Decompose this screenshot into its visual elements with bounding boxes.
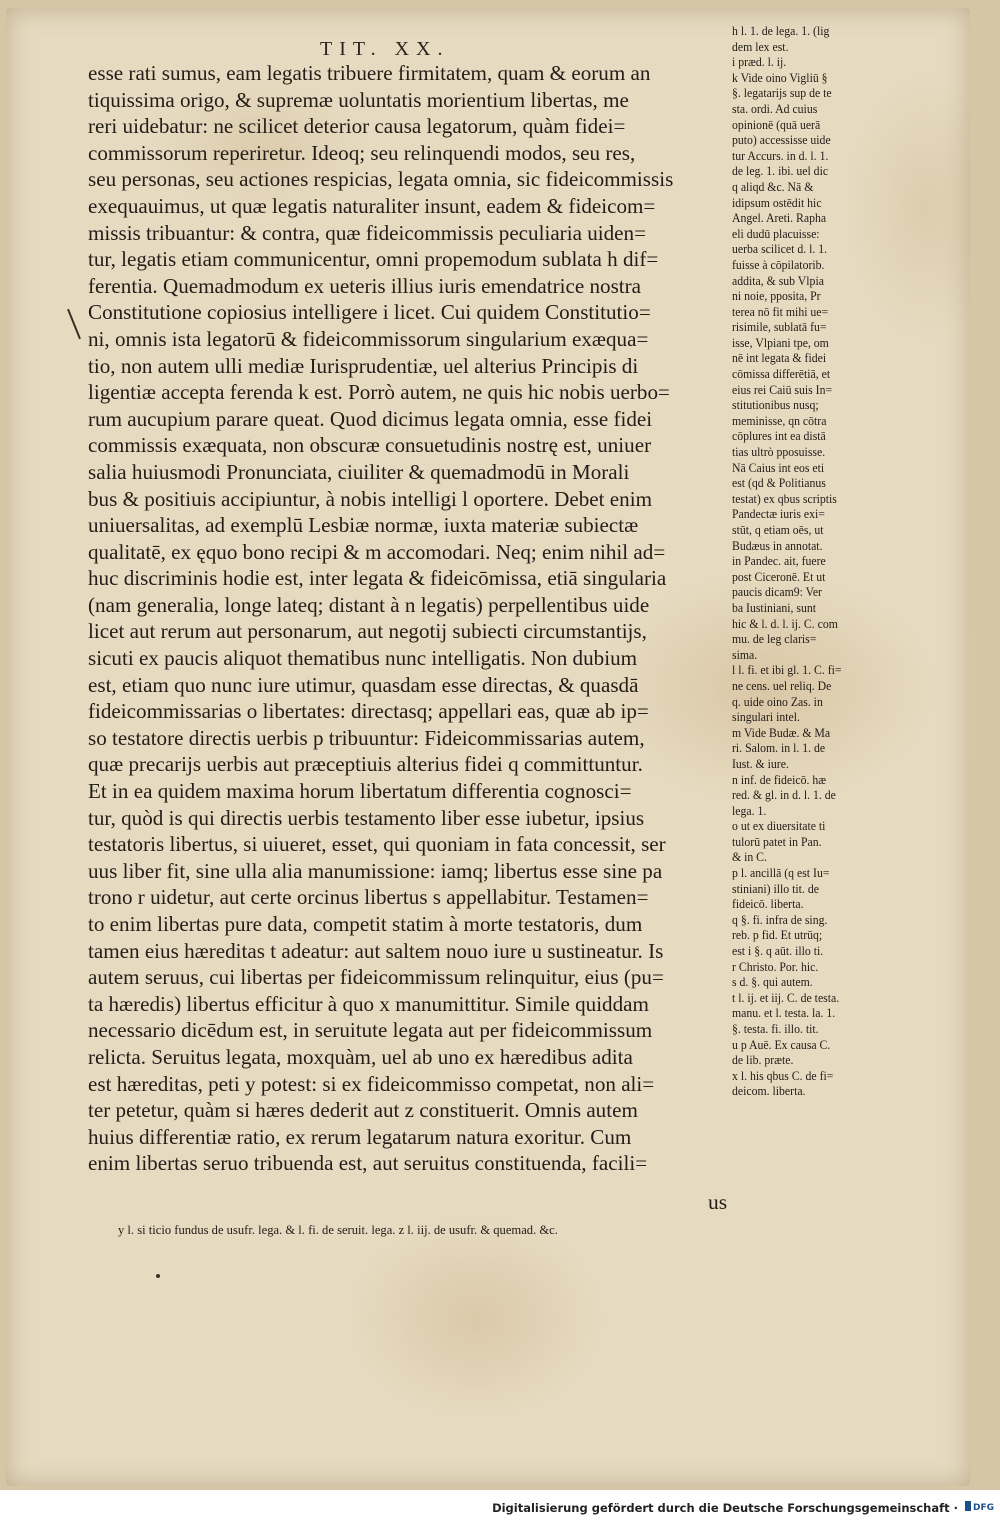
text-line: tamen eius hæreditas t adeatur: aut saltem nouo iure u sustineatur. Is (88, 938, 664, 963)
margin-note-line: sima. (732, 647, 758, 662)
margin-note-line: u p Auē. Ex causa C. (732, 1037, 831, 1052)
margin-note-line: §. testa. fi. illo. tit. (732, 1022, 819, 1036)
text-line: uniuersalitas, ad exemplū Lesbiæ normæ, iuxta materiæ subiectæ (88, 513, 639, 538)
margin-note-line: testat) ex qbus scriptis (732, 491, 837, 506)
margin-note-line: stitutionibus nusq; (732, 398, 819, 413)
text-line: sicuti ex paucis aliquot thematibus nunc intelligatis. Non dubium (88, 646, 638, 671)
text-line: uus liber fit, sine ulla alia manumissione: iamq; libertus esse sine pa (88, 858, 663, 883)
margin-notes-column (732, 24, 902, 1100)
margin-note-line: fideicō. liberta. (732, 897, 804, 912)
text-line: tur, legatis etiam communicentur, omni propemodum sublata h dif= (88, 247, 659, 272)
text-line: Et in ea quidem maxima horum libertatum differentia cognosci= (88, 779, 632, 804)
margin-note-line: singulari intel. (732, 710, 800, 725)
text-line: est hæreditas, peti y potest: si ex fideicommisso competat, non ali= (88, 1071, 655, 1096)
text-line: quæ precarijs uerbis aut præceptiuis alterius fidei q committuntur. (88, 752, 643, 777)
margin-note-line: uerba scilicet d. l. 1. (732, 242, 828, 257)
text-line: licet aut rerum aut personarum, aut negotij subiecti circumstantijs, (88, 619, 647, 644)
text-line: so testatore directis uerbis p tribuuntur: Fideicommissarias autem, (88, 725, 645, 750)
text-line: ligentiæ accepta ferenda k est. Porrò autem, ne quis hic nobis uerbo= (88, 380, 670, 405)
margin-note-line: stiniani) illo tit. de (732, 881, 819, 896)
text-line: Constitutione copiosius intelligere i licet. Cui quidem Constitutio= (88, 300, 651, 325)
margin-note-line: n inf. de fideicō. hæ (732, 772, 827, 787)
margin-note-line: p l. ancillā (q est Iu= (732, 866, 830, 881)
margin-note-line: de leg. 1. ibi. uel dic (732, 164, 829, 179)
text-line: ta hæredis) libertus efficitur à quo x manumittitur. Simile quiddam (88, 991, 649, 1016)
margin-note-line: ne cens. uel reliq. De (732, 678, 832, 693)
footnote-line: y l. si ticio fundus de usufr. lega. & l. fi. de seruit. lega. z l. iij. de usufr. & quemad. &c. (118, 1222, 558, 1237)
margin-note-line: dem lex est. (732, 39, 789, 54)
margin-note-line: nē int legata & fidei (732, 351, 827, 366)
text-line: relicta. Seruitus legata, moxquàm, uel ab uno ex hæredibus adita (88, 1044, 633, 1069)
margin-note-line: post Ciceronē. Et ut (732, 569, 826, 584)
margin-note-line: r Christo. Por. hic. (732, 959, 819, 974)
margin-note-line: manu. et l. testa. la. 1. (732, 1006, 836, 1021)
margin-note-line: tulorū patet in Pan. (732, 834, 822, 849)
text-line: (nam generalia, longe lateq; distant à n legatis) perpellentibus uide (88, 592, 650, 617)
margin-note-line: deicom. liberta. (732, 1084, 806, 1099)
margin-note-line: i præd. l. ij. (732, 55, 787, 70)
text-line: qualitatē, ex ęquo bono recipi & m accomodari. Neq; enim nihil ad= (88, 539, 666, 564)
margin-note-line: terea nō fit mihi ue= (732, 304, 829, 319)
margin-note-line: k Vide oino Vigliū § (732, 70, 828, 85)
text-line: missis tribuantur: & contra, quæ fideicommissis peculiaria uiden= (88, 220, 646, 245)
text-line: est, etiam quo nunc iure utimur, quasdam esse directas, & quasdā (88, 672, 639, 697)
text-line: fideicommissarias o libertates: directasq; appellari eas, quæ ab ip= (88, 699, 649, 724)
margin-note-line: addita, & sub Vlpia (732, 273, 824, 288)
margin-note-line: eli dudū placuisse: (732, 226, 820, 241)
margin-note-line: hic & l. d. l. ij. C. com (732, 616, 838, 631)
text-line: autem seruus, cui libertas per fideicommissum relinquitur, eius (pu= (88, 965, 664, 990)
margin-note-line: fuisse à cōpilatorib. (732, 257, 825, 272)
margin-note-line: meminisse, qn cōtra (732, 413, 827, 428)
text-line: salia huiusmodi Pronunciata, ciuiliter & quemadmodū in Morali (88, 459, 630, 484)
text-line: tiquissima origo, & supremæ uoluntatis morientium libertas, me (88, 87, 629, 112)
margin-note-line: o ut ex diuersitate ti (732, 819, 826, 834)
ink-dot (156, 1274, 160, 1278)
margin-note-line: in Pandec. ait, fuere (732, 554, 826, 569)
margin-note-line: ba Iustiniani, sunt (732, 600, 816, 615)
margin-note-line: x l. his qbus C. de fi= (732, 1068, 834, 1083)
margin-note-line: risimile, sublatā fu= (732, 320, 827, 335)
margin-note-line: Pandectæ iuris exi= (732, 507, 825, 522)
svg-text:DFG: DFG (973, 1503, 994, 1513)
text-line: trono r uidetur, aut certe orcinus libertus s appellabitur. Testamen= (88, 885, 649, 910)
margin-note-line: ri. Salom. in l. 1. de (732, 741, 826, 756)
margin-note-line: q. uide oino Zas. in (732, 694, 823, 709)
margin-note-line: Nā Caius int eos eti (732, 460, 825, 475)
margin-note-line: l l. fi. et ibi gl. 1. C. fi= (732, 663, 842, 678)
margin-note-line: q §. fi. infra de sing. (732, 912, 828, 927)
margin-note-line: paucis dicam9: Ver (732, 585, 822, 600)
margin-note-line: Angel. Areti. Rapha (732, 211, 827, 226)
text-line: huc discriminis hodie est, inter legata & fideicōmissa, etiā singularia (88, 566, 667, 591)
margin-note-line: m Vide Budæ. & Ma (732, 725, 831, 740)
text-line: reri uidebatur: ne scilicet deterior causa legatorum, quàm fidei= (88, 114, 626, 139)
text-line: ferentia. Quemadmodum ex ueteris illius iuris emendatrice nostra (88, 273, 642, 298)
running-head: TIT. XX. (320, 38, 450, 60)
text-line: huius differentiæ ratio, ex rerum legatarum natura exoritur. Cum (88, 1124, 632, 1149)
margin-note-line: est (qd & Politianus (732, 476, 826, 491)
margin-note-line: q aliqd &c. Nā & (732, 179, 814, 194)
margin-note-line: sta. ordi. Ad cuius (732, 101, 818, 116)
margin-note-line: stūt, q etiam oēs, ut (732, 523, 824, 537)
text-line: ter petetur, quàm si hæres dederit aut z constituerit. Omnis autem (88, 1098, 638, 1123)
margin-note-line: Iust. & iure. (732, 756, 789, 771)
margin-note-line: isse, Vlpiani tpe, om (732, 335, 829, 350)
text-line: bus & positiuis accipiuntur, à nobis intelligi l oportere. Debet enim (88, 486, 652, 511)
margin-note-line: reb. p fid. Et utrūq; (732, 928, 823, 943)
margin-note-line: red. & gl. in d. l. 1. de (732, 788, 836, 803)
text-line: seu personas, seu actiones respicias, legata omnia, sic fideicommissis (88, 167, 674, 192)
text-line: esse rati sumus, eam legatis tribuere firmitatem, quam & eorum an (88, 61, 651, 85)
margin-note-line: opinionē (quā uerā (732, 117, 821, 132)
text-line: rum aucupium parare queat. Quod dicimus legata omnia, esse fidei (88, 406, 653, 431)
margin-note-line: §. legatarijs sup de te (732, 86, 832, 101)
text-line: testatoris libertus, si uiueret, esset, qui quoniam in fata concessit, ser (88, 832, 666, 857)
credit-bar (0, 1490, 1000, 1523)
margin-note-line: tur Accurs. in d. l. 1. (732, 148, 829, 163)
margin-note-line: puto) accessisse uide (732, 133, 831, 148)
margin-note-line: est i §. q aūt. illo ti. (732, 944, 824, 959)
text-line: enim libertas seruo tribuenda est, aut seruitus constituenda, facili= (88, 1151, 648, 1176)
text-line: necessario dicēdum est, in seruitute legata aut per fideicommissum (88, 1018, 653, 1043)
margin-note-line: mu. de leg claris= (732, 632, 817, 647)
main-text-block (88, 60, 728, 1177)
margin-note-line: lega. 1. (732, 803, 767, 818)
margin-note-line: de lib. præte. (732, 1053, 794, 1068)
margin-note-line: & in C. (732, 850, 767, 865)
margin-note-line: idipsum ostēdit hic (732, 195, 822, 210)
text-line: commissis exæquata, non obscuræ consuetudinis nostrę est, uniuer (88, 433, 652, 458)
margin-note-line: Budæus in annotat. (732, 538, 823, 553)
text-line: ni, omnis ista legatorū & fideicommissorum singularium exæqua= (88, 326, 649, 351)
text-line: exequauimus, ut quæ legatis naturaliter insunt, eadem & fideicom= (88, 193, 656, 218)
margin-note-line: cōplures int ea distā (732, 429, 826, 444)
margin-note-line: eius rei Caiū suis In= (732, 382, 833, 397)
margin-note-line: ni noie, pposita, Pr (732, 289, 821, 304)
text-line: tio, non autem ulli mediæ Iurisprudentiæ, uel alterius Principis di (88, 353, 639, 378)
dfg-logo-icon (964, 1498, 994, 1514)
catchword: us (708, 1190, 728, 1214)
margin-note-line: cōmissa differētiā, et (732, 367, 831, 382)
text-line: commissorum reperiretur. Ideoq; seu relinquendi modos, seu res, (88, 140, 636, 165)
margin-note-line: tias ultrò pposuisse. (732, 445, 826, 460)
margin-note-line: h l. 1. de lega. 1. (lig (732, 24, 830, 38)
text-line: tur, quòd is qui directis uerbis testamento liber esse iubetur, ipsius (88, 805, 645, 830)
funding-credit-text: Digitalisierung gefördert durch die Deutsche Forschungsgemeinschaft · (492, 1501, 958, 1515)
text-line: to enim libertas pure data, competit statim à morte testatoris, dum (88, 912, 643, 936)
margin-note-line: t l. ij. et iij. C. de testa. (732, 990, 840, 1005)
margin-note-line: s d. §. qui autem. (732, 975, 813, 990)
